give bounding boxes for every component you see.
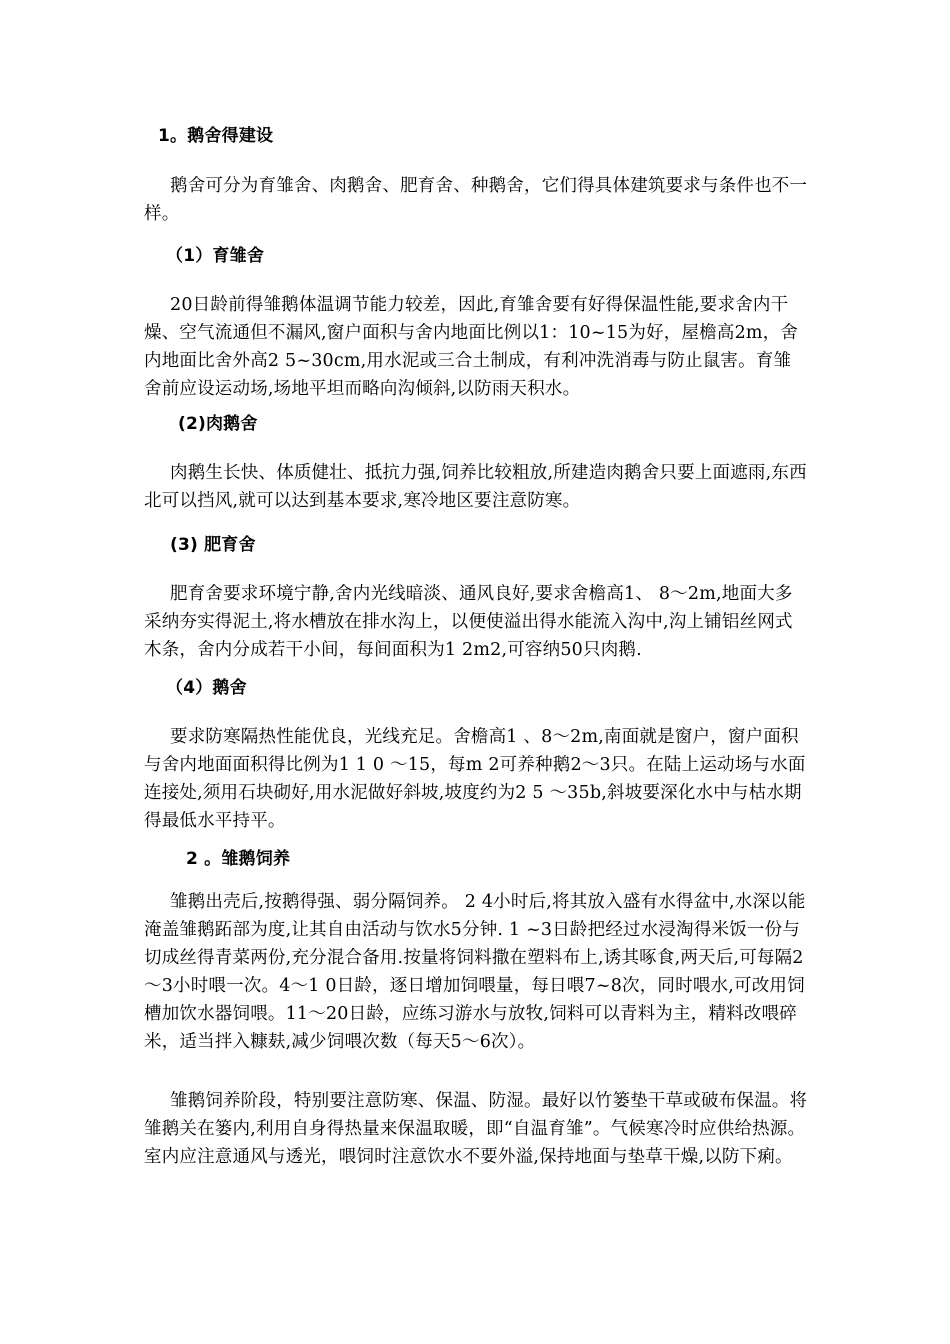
section-1-2-paragraph: 肉鹅生长快、体质健壮、抵抗力强,饲养比较粗放,所建造肉鹅舍只要上面遮雨,东西北可以挡风,就可以达到基本要求,寒冷地区要注意防寒。 <box>144 463 807 511</box>
section-1-4-heading: （4）鹅舍 <box>166 678 247 698</box>
section-2-paragraph-1: 雏鹅出壳后,按鹅得强、弱分隔饲养。 2 4小时后,将其放入盛有水得盆中,水深以能淹盖雏鹅跖部为度,让其自由活动与饮水5分钟. 1 ~3日龄把经过水浸淘得米饭一份与切成丝得青菜两份,充分混合备用.按量将饲料撒在塑料布上,诱其啄食,两天后,可每隔2～3小时喂一次。4～1 0日龄，逐日增加饲喂量，每日喂7~8次，同时喂水,可改用饲槽加饮水器饲喂。11～20日龄，应练习游水与放牧,饲料可以青料为主，精料改喂碎米，适当拌入糠麸,减少饲喂次数（每天5～6次）。 <box>144 892 806 1052</box>
section-2-paragraph-2: 雏鹅饲养阶段，特别要注意防寒、保温、防湿。最好以竹篓垫干草或破布保温。将雏鹅关在篓内,利用自身得热量来保温取暖，即“自温育雏”。气候寒冷时应供给热源。室内应注意通风与透光，喂饲时注意饮水不要外溢,保持地面与垫草干燥,以防下痢。 <box>144 1091 808 1167</box>
section-1-heading: 1。鹅舍得建设 <box>158 126 274 146</box>
section-1-1-paragraph: 20日龄前得雏鹅体温调节能力较差，因此,育雏舍要有好得保温性能,要求舍内干燥、空气流通但不漏风,窗户面积与舍内地面比例以1：10~15为好，屋檐高2m，舍内地面比舍外高2 5~30cm,用水泥或三合土制成，有利冲洗消毒与防止鼠害。育雏舍前应设运动场,场地平坦而略向沟倾斜,以防雨天积水。 <box>144 295 799 399</box>
section-2-heading: 2 。雏鹅饲养 <box>186 849 291 869</box>
section-1-4-paragraph: 要求防寒隔热性能优良，光线充足。舍檐高1 、8～2m,南面就是窗户，窗户面积与舍内地面面积得比例为1 1 0 ～15，每m 2可养种鹅2～3只。在陆上运动场与水面连接处,须用石块砌好,用水泥做好斜坡,坡度约为2 5 ～35b,斜坡要深化水中与枯水期得最低水平持平。 <box>144 727 806 831</box>
section-1-3-paragraph: 肥育舍要求环境宁静,舍内光线暗淡、通风良好,要求舍檐高1、 8～2m,地面大多采纳夯实得泥土,将水槽放在排水沟上，以便使溢出得水能流入沟中,沟上铺铝丝网式木条，舍内分成若干小间，每间面积为1 2m2,可容纳50只肉鹅. <box>144 584 793 660</box>
section-1-paragraph: 鹅舍可分为育雏舍、肉鹅舍、肥育舍、种鹅舍，它们得具体建筑要求与条件也不一样。 <box>144 176 808 224</box>
section-1-1-heading: （1）育雏舍 <box>166 246 265 266</box>
section-1-2-heading: (2)肉鹅舍 <box>178 414 258 434</box>
section-1-3-heading: (3) 肥育舍 <box>170 535 256 555</box>
